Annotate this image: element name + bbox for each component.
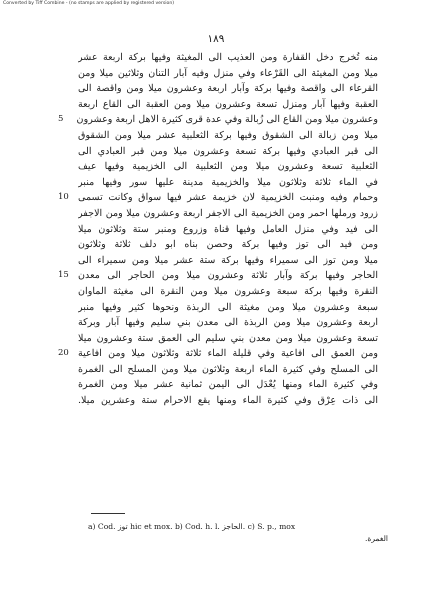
text-line: الثعلبية تسعة وعشرون ميلا ومن الثعلبية الى الخزيمية وفيها عيف (78, 161, 378, 173)
text-line: في الماء ثلاثة وثلاثون ميلا والخزيمية مدينة عليها سور وفيها منبر (78, 176, 378, 188)
text-line: الى ذات عِرْق وفي كثيرة الماء ومنها يقع الاحرام ستة وعشرين ميلا. (78, 395, 378, 407)
text-line: ميلا ومن توز الى سميراء وفيها بركة ستة عشر ميلا ومن سميراء الى (78, 254, 378, 266)
text-line: الحاجر وفيها بركة وآبار ثلاثة وعشرون ميلا ومن الحاجر الى معدن 15 (78, 268, 378, 284)
text-line: ومن العمق الى افاعية وفي قليلة الماء ثلاثة وثلاثون ميلا ومن افاعية 20 (78, 346, 378, 362)
text-line: العقبة وفيها آبار ومنزل تسعة وعشرون ميلا ومن العقبة الى القاع اربعة (78, 98, 378, 110)
text-line: ومن فيد الى توز وفيها بركة وحصن بناه ابو دلف ثلاثة وثلاثون (78, 239, 378, 251)
text-line: الى فيد وفي منزل العامل وفيها قناة وزروع ومنبر ستة وثلاثون ميلا (78, 223, 378, 235)
text-line: الى المسلح وفي كثيرة الماء اربعة وثلاثون ميلا ومن المسلح الى الغمرة (78, 363, 378, 375)
line-number: 15 (58, 270, 69, 281)
footnote-rule (91, 513, 125, 514)
text-line: تسعة وعشرون ميلا ومن معدن بني سليم الى العمق ستة وعشرون ميلا (78, 332, 378, 344)
text-line: اربعة وعشرون ميلا ومن الربذة الى معدن بني سليم وفيها آبار وبركة (78, 317, 378, 329)
text-line: القرعاء الى واقصة وفيها بركة وآبار اربعة وعشرون ميلا ومن واقصة الى (78, 83, 378, 95)
line-number: 5 (58, 114, 64, 125)
page-number: ١٨٩ (207, 33, 225, 45)
text-line: وحمام وفيه ومنبت الخزيمية لان خزيمة عشر فيها سواق وكانت تسمى 10 (78, 190, 378, 206)
main-text-block (58, 50, 378, 409)
text-line: منه تُخرج دخل القفارة ومن العذيب الى المغيثة وفيها بركة اربعة عشر (78, 52, 378, 63)
text-line: وعشرون ميلا ومن القاع الى زُبالة وفي عدة قرى كثيرة الاهل اربعة وعشرون 5 (78, 112, 378, 128)
line-number: 20 (58, 348, 69, 359)
line-number: 10 (58, 192, 69, 203)
text-line: وفي كثيرة الماء ومنها يُعْدَل الى اليمن ثمانية عشر ميلا ومن الغمرة (78, 379, 378, 391)
text-line: زرود ورملها احمر ومن الخزيمية الى الاجفر اربعة وعشرون ميلا ومن الاجفر (78, 207, 378, 219)
footnote-line-1: a) Cod. توز hic et mox. b) Cod. h. l. الحاجز. c) S. p., mox (88, 522, 296, 531)
text-line: ميلا ومن زبالة الى الشقوق وفيها بركة الثعلبية عشر ميلا ومن الشقوق (78, 129, 378, 141)
text-line: ميلا ومن المغيثة الى القَرْعاء وفي منزل وفيه آبار التنان وثلاثين ميلا ومن (78, 67, 378, 79)
converter-banner: Converted by Tiff Combine - (no stamps are applied by registered version) (3, 1, 175, 6)
text-line: الى قبر العبادي وفيها بركة تسعة وعشرون ميلا ومن قبر العبادي الى (78, 145, 378, 157)
text-line: النقرة وفيها بركة سبعة وعشرون ميلا ومن النقرة الى مغيثة الماوان (78, 285, 378, 297)
text-line: سبعة وعشرون ميلا ومن مغيثة الى الربذة ونحوها كثير وفيها منبر (78, 301, 378, 313)
footnotes (88, 521, 388, 545)
footnote-line-2: الغمرة. (364, 534, 388, 543)
